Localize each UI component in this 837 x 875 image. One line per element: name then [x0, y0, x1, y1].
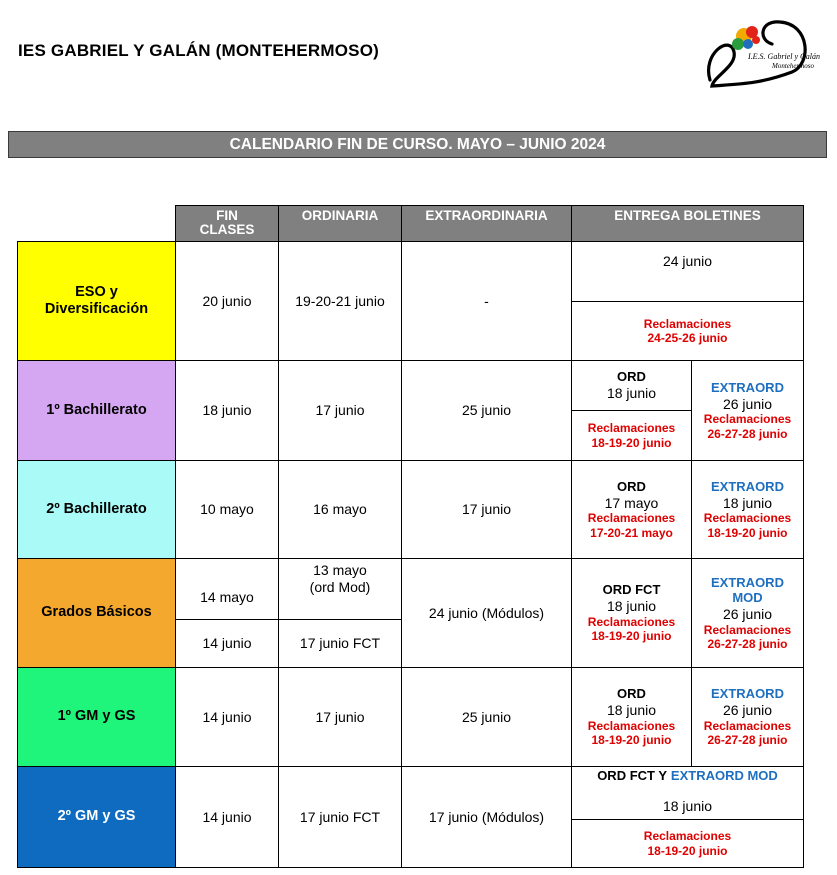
- cell-ordinaria: 17 junio: [278, 667, 402, 767]
- col-header-fin-clases: FIN CLASES: [175, 205, 279, 242]
- logo-subtext: Montehermoso: [772, 62, 814, 70]
- col-header-extraordinaria: EXTRAORDINARIA: [401, 205, 572, 242]
- col-header-ordinaria: ORDINARIA: [278, 205, 402, 242]
- cell-reclamaciones: Reclamaciones 24-25-26 junio: [571, 301, 804, 361]
- cell-ordinaria: 17 junio FCT: [278, 619, 402, 668]
- cell-extraord-entrega: EXTRAORD MOD 26 junio Reclamaciones 26-27-28 junio: [691, 558, 804, 668]
- cell-fin-clases: 18 junio: [175, 360, 279, 461]
- cell-extraord-entrega: EXTRAORD 26 junio Reclamaciones 26-27-28 junio: [691, 360, 804, 461]
- cell-ordinaria: 16 mayo: [278, 460, 402, 559]
- cell-extraordinaria: 17 junio (Módulos): [401, 766, 572, 868]
- row-group-bach1: 1º Bachillerato: [17, 360, 176, 461]
- logo-text: I.E.S. Gabriel y Galán: [748, 52, 820, 61]
- cell-ord-entrega: ORD 17 mayo Reclamaciones 17-20-21 mayo: [571, 460, 692, 559]
- cell-ordinaria: 17 junio: [278, 360, 402, 461]
- cell-extraordinaria: -: [401, 241, 572, 361]
- cell-fin-clases: 10 mayo: [175, 460, 279, 559]
- cell-ord-entrega: ORD FCT 18 junio Reclamaciones 18-19-20 junio: [571, 558, 692, 668]
- col-header-entrega-boletines: ENTREGA BOLETINES: [571, 205, 804, 242]
- cell-ordinaria: 13 mayo (ord Mod): [278, 558, 402, 620]
- cell-ord-reclamaciones: Reclamaciones 18-19-20 junio: [571, 410, 692, 461]
- cell-extraord-entrega: EXTRAORD 26 junio Reclamaciones 26-27-28 junio: [691, 667, 804, 767]
- cell-reclamaciones: Reclamaciones 18-19-20 junio: [571, 819, 804, 868]
- cell-ord-entrega: ORD 18 junio: [571, 360, 692, 411]
- cell-fin-clases: 14 junio: [175, 619, 279, 668]
- cell-ordinaria: 19-20-21 junio: [278, 241, 402, 361]
- cell-fin-clases: 20 junio: [175, 241, 279, 361]
- cell-extraordinaria: 17 junio: [401, 460, 572, 559]
- row-group-gm1: 1º GM y GS: [17, 667, 176, 767]
- cell-extraord-entrega: EXTRAORD 18 junio Reclamaciones 18-19-20 junio: [691, 460, 804, 559]
- cell-entrega-date: 24 junio: [571, 241, 804, 302]
- cell-fin-clases: 14 junio: [175, 766, 279, 868]
- school-name: IES GABRIEL Y GALÁN (MONTEHERMOSO): [18, 41, 379, 60]
- row-group-bach2: 2º Bachillerato: [17, 460, 176, 559]
- entrega-label: ORD FCT Y: [597, 768, 668, 783]
- page-title: CALENDARIO FIN DE CURSO. MAYO – JUNIO 2024: [8, 131, 827, 158]
- cell-extraordinaria: 24 junio (Módulos): [401, 558, 572, 668]
- row-group-grados-basicos: Grados Básicos: [17, 558, 176, 668]
- cell-fin-clases: 14 junio: [175, 667, 279, 767]
- cell-extraordinaria: 25 junio: [401, 667, 572, 767]
- row-group-gm2: 2º GM y GS: [17, 766, 176, 868]
- cell-fin-clases: 14 mayo: [175, 558, 279, 620]
- cell-ord-entrega: ORD 18 junio Reclamaciones 18-19-20 junio: [571, 667, 692, 767]
- row-group-eso: ESO y Diversificación: [17, 241, 176, 361]
- cell-extraordinaria: 25 junio: [401, 360, 572, 461]
- entrega-label-extra: EXTRAORD MOD: [670, 768, 778, 783]
- cell-entrega-date: ORD FCT Y EXTRAORD MOD 18 junio: [571, 766, 804, 820]
- cell-ordinaria: 17 junio FCT: [278, 766, 402, 868]
